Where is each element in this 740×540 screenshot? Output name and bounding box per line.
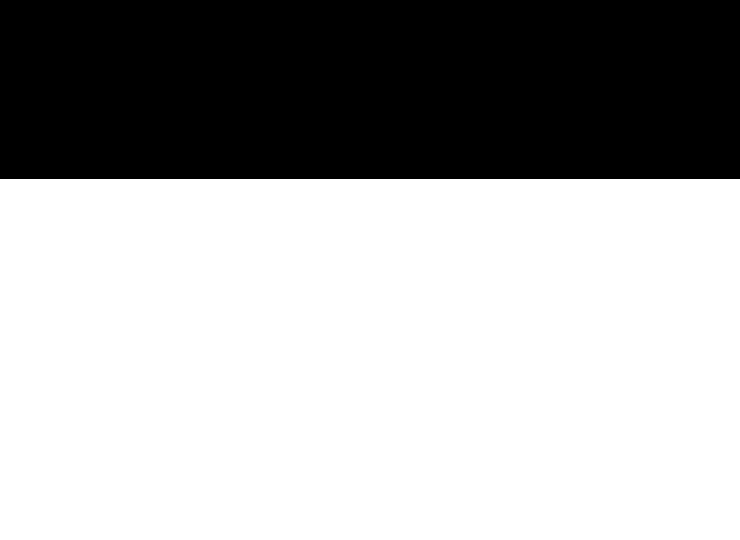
top-quote-panel bbox=[0, 0, 740, 179]
bottom-quote-panel bbox=[0, 179, 740, 540]
